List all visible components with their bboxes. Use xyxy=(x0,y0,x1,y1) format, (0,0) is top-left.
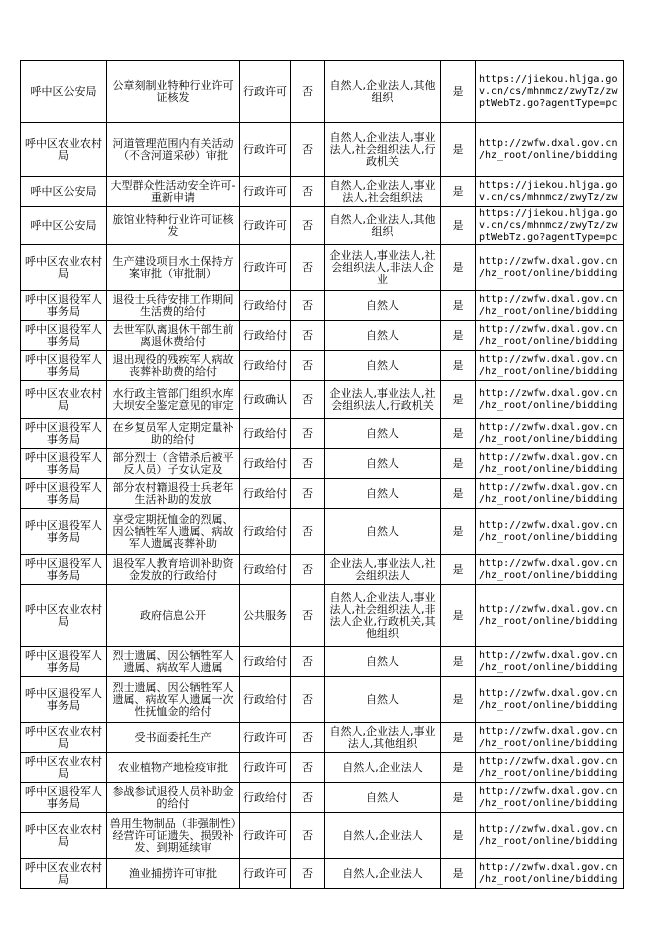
item-type-cell: 行政给付 xyxy=(240,783,291,813)
online-cell: 是 xyxy=(441,381,476,419)
subject-cell: 企业法人,事业法人,社会组织法人 xyxy=(325,555,441,585)
flag-cell: 否 xyxy=(291,207,325,245)
table-row xyxy=(21,509,624,555)
url-cell: http://zwfw.dxal.gov.cn /hz_root/online/bidding xyxy=(476,419,624,449)
subject-cell: 自然人,企业法人,事业法人,社会组织法人,非法人企业,行政机关,其他组织 xyxy=(325,585,441,647)
item-type-cell: 行政确认 xyxy=(240,381,291,419)
department-cell: 呼中区退役军人事务局 xyxy=(21,419,107,449)
table-row xyxy=(21,677,624,723)
online-cell: 是 xyxy=(441,783,476,813)
item-name-cell: 政府信息公开 xyxy=(107,585,240,647)
online-cell: 是 xyxy=(441,677,476,723)
item-name-cell: 烈士遗属、因公牺牲军人遗属、病故军人遗属一次性抚恤金的给付 xyxy=(107,677,240,723)
flag-cell: 否 xyxy=(291,177,325,207)
item-name-cell: 水行政主管部门组织水库大坝安全鉴定意见的审定 xyxy=(107,381,240,419)
table-row xyxy=(21,207,624,245)
table-row xyxy=(21,351,624,381)
item-type-cell: 行政给付 xyxy=(240,419,291,449)
subject-cell: 自然人 xyxy=(325,783,441,813)
url-cell: http://zwfw.dxal.gov.cn /hz_root/online/bidding xyxy=(476,479,624,509)
subject-cell: 自然人 xyxy=(325,321,441,351)
item-type-cell: 行政许可 xyxy=(240,859,291,889)
table-row xyxy=(21,61,624,123)
item-name-cell: 部分农村籍退役士兵老年生活补助的发放 xyxy=(107,479,240,509)
service-items-table xyxy=(20,60,624,889)
item-type-cell: 行政许可 xyxy=(240,123,291,177)
url-cell: http://zwfw.dxal.gov.cn /hz_root/online/bidding xyxy=(476,677,624,723)
table-row xyxy=(21,419,624,449)
item-type-cell: 行政给付 xyxy=(240,321,291,351)
online-cell: 是 xyxy=(441,555,476,585)
item-name-cell: 退役士兵待安排工作期间生活费的给付 xyxy=(107,291,240,321)
department-cell: 呼中区农业农村局 xyxy=(21,585,107,647)
item-name-cell: 河道管理范围内有关活动（不含河道采砂）审批 xyxy=(107,123,240,177)
table-row xyxy=(21,245,624,291)
subject-cell: 自然人 xyxy=(325,351,441,381)
item-type-cell: 行政给付 xyxy=(240,479,291,509)
url-cell: http://zwfw.dxal.gov.cn /hz_root/online/bidding xyxy=(476,585,624,647)
department-cell: 呼中区农业农村局 xyxy=(21,381,107,419)
flag-cell: 否 xyxy=(291,813,325,859)
online-cell: 是 xyxy=(441,753,476,783)
department-cell: 呼中区公安局 xyxy=(21,177,107,207)
online-cell: 是 xyxy=(441,419,476,449)
flag-cell: 否 xyxy=(291,647,325,677)
table-row xyxy=(21,647,624,677)
url-cell: https://jiekou.hljga.go v.cn/cs/mhnmcz/zwyTz/zw ptWebTz.go?agentType=pc xyxy=(476,61,624,123)
url-cell: http://zwfw.dxal.gov.cn /hz_root/online/bidding xyxy=(476,647,624,677)
flag-cell: 否 xyxy=(291,245,325,291)
subject-cell: 自然人 xyxy=(325,449,441,479)
department-cell: 呼中区退役军人事务局 xyxy=(21,509,107,555)
table-row xyxy=(21,291,624,321)
table-row xyxy=(21,449,624,479)
item-type-cell: 行政许可 xyxy=(240,813,291,859)
subject-cell: 自然人,企业法人,其他组织 xyxy=(325,61,441,123)
subject-cell: 自然人,企业法人 xyxy=(325,753,441,783)
table-row xyxy=(21,177,624,207)
item-type-cell: 行政许可 xyxy=(240,753,291,783)
flag-cell: 否 xyxy=(291,555,325,585)
flag-cell: 否 xyxy=(291,509,325,555)
table-row xyxy=(21,813,624,859)
department-cell: 呼中区退役军人事务局 xyxy=(21,647,107,677)
url-cell: https://jiekou.hljga.go v.cn/cs/mhnmcz/zwyTz/zw xyxy=(476,177,624,207)
flag-cell: 否 xyxy=(291,479,325,509)
department-cell: 呼中区农业农村局 xyxy=(21,859,107,889)
department-cell: 呼中区退役军人事务局 xyxy=(21,291,107,321)
department-cell: 呼中区退役军人事务局 xyxy=(21,555,107,585)
subject-cell: 自然人 xyxy=(325,677,441,723)
department-cell: 呼中区退役军人事务局 xyxy=(21,783,107,813)
table-row xyxy=(21,585,624,647)
online-cell: 是 xyxy=(441,449,476,479)
url-cell: http://zwfw.dxal.gov.cn /hz_root/online/bidding xyxy=(476,351,624,381)
flag-cell: 否 xyxy=(291,351,325,381)
online-cell: 是 xyxy=(441,479,476,509)
item-name-cell: 农业植物产地检疫审批 xyxy=(107,753,240,783)
flag-cell: 否 xyxy=(291,723,325,753)
item-type-cell: 行政给付 xyxy=(240,351,291,381)
url-cell: http://zwfw.dxal.gov.cn /hz_root/online/bidding xyxy=(476,291,624,321)
url-cell: http://zwfw.dxal.gov.cn /hz_root/online/bidding xyxy=(476,723,624,753)
item-type-cell: 行政给付 xyxy=(240,291,291,321)
item-name-cell: 退役军人教育培训补助资金发放的行政给付 xyxy=(107,555,240,585)
url-cell: http://zwfw.dxal.gov.cn /hz_root/online/bidding xyxy=(476,381,624,419)
subject-cell: 自然人 xyxy=(325,419,441,449)
item-name-cell: 兽用生物制品（非强制性）经营许可证遗失、损毁补发、到期延续审 xyxy=(107,813,240,859)
item-type-cell: 行政许可 xyxy=(240,177,291,207)
online-cell: 是 xyxy=(441,351,476,381)
flag-cell: 否 xyxy=(291,419,325,449)
item-type-cell: 行政许可 xyxy=(240,723,291,753)
online-cell: 是 xyxy=(441,291,476,321)
subject-cell: 企业法人,事业法人,社会组织法人,行政机关 xyxy=(325,381,441,419)
subject-cell: 企业法人,事业法人,社会组织法人,非法人企业 xyxy=(325,245,441,291)
online-cell: 是 xyxy=(441,321,476,351)
subject-cell: 自然人 xyxy=(325,647,441,677)
item-name-cell: 生产建设项目水土保持方案审批（审批制） xyxy=(107,245,240,291)
item-type-cell: 行政许可 xyxy=(240,207,291,245)
online-cell: 是 xyxy=(441,813,476,859)
online-cell: 是 xyxy=(441,207,476,245)
item-name-cell: 受书面委托生产 xyxy=(107,723,240,753)
table-row xyxy=(21,555,624,585)
department-cell: 呼中区退役军人事务局 xyxy=(21,449,107,479)
url-cell: http://zwfw.dxal.gov.cn /hz_root/online/bidding xyxy=(476,245,624,291)
url-cell: https://jiekou.hljga.go v.cn/cs/mhnmcz/zwyTz/zw ptWebTz.go?agentType=pc xyxy=(476,207,624,245)
item-name-cell: 渔业捕捞许可审批 xyxy=(107,859,240,889)
subject-cell: 自然人 xyxy=(325,291,441,321)
flag-cell: 否 xyxy=(291,585,325,647)
table-row xyxy=(21,859,624,889)
department-cell: 呼中区退役军人事务局 xyxy=(21,321,107,351)
item-name-cell: 退出现役的残疾军人病故丧葬补助费的给付 xyxy=(107,351,240,381)
department-cell: 呼中区农业农村局 xyxy=(21,723,107,753)
url-cell: http://zwfw.dxal.gov.cn /hz_root/online/bidding xyxy=(476,813,624,859)
item-type-cell: 行政许可 xyxy=(240,245,291,291)
subject-cell: 自然人,企业法人,事业法人,社会组织法人,行政机关 xyxy=(325,123,441,177)
online-cell: 是 xyxy=(441,647,476,677)
item-name-cell: 在乡复员军人定期定量补助的给付 xyxy=(107,419,240,449)
flag-cell: 否 xyxy=(291,677,325,723)
item-name-cell: 烈士遗属、因公牺牲军人遗属、病故军人遗属 xyxy=(107,647,240,677)
table-row xyxy=(21,783,624,813)
url-cell: http://zwfw.dxal.gov.cn /hz_root/online/bidding xyxy=(476,321,624,351)
subject-cell: 自然人,企业法人 xyxy=(325,859,441,889)
item-type-cell: 公共服务 xyxy=(240,585,291,647)
subject-cell: 自然人,企业法人,事业法人,社会组织法 xyxy=(325,177,441,207)
item-type-cell: 行政给付 xyxy=(240,647,291,677)
flag-cell: 否 xyxy=(291,859,325,889)
item-name-cell: 大型群众性活动安全许可-重新申请 xyxy=(107,177,240,207)
url-cell: http://zwfw.dxal.gov.cn /hz_root/online/bidding xyxy=(476,509,624,555)
table-row xyxy=(21,479,624,509)
online-cell: 是 xyxy=(441,723,476,753)
flag-cell: 否 xyxy=(291,449,325,479)
department-cell: 呼中区农业农村局 xyxy=(21,245,107,291)
item-name-cell: 去世军队离退休干部生前离退休费给付 xyxy=(107,321,240,351)
subject-cell: 自然人 xyxy=(325,509,441,555)
department-cell: 呼中区农业农村局 xyxy=(21,753,107,783)
department-cell: 呼中区退役军人事务局 xyxy=(21,351,107,381)
item-type-cell: 行政给付 xyxy=(240,509,291,555)
url-cell: http://zwfw.dxal.gov.cn /hz_root/online/bidding xyxy=(476,123,624,177)
table-row xyxy=(21,123,624,177)
online-cell: 是 xyxy=(441,177,476,207)
department-cell: 呼中区公安局 xyxy=(21,207,107,245)
table-row xyxy=(21,723,624,753)
online-cell: 是 xyxy=(441,123,476,177)
department-cell: 呼中区退役军人事务局 xyxy=(21,677,107,723)
online-cell: 是 xyxy=(441,509,476,555)
item-name-cell: 公章刻制业特种行业许可证核发 xyxy=(107,61,240,123)
flag-cell: 否 xyxy=(291,783,325,813)
flag-cell: 否 xyxy=(291,123,325,177)
department-cell: 呼中区农业农村局 xyxy=(21,813,107,859)
url-cell: http://zwfw.dxal.gov.cn /hz_root/online/bidding xyxy=(476,449,624,479)
flag-cell: 否 xyxy=(291,381,325,419)
online-cell: 是 xyxy=(441,585,476,647)
item-name-cell: 部分烈士（含错杀后被平反人员）子女认定及 xyxy=(107,449,240,479)
subject-cell: 自然人 xyxy=(325,479,441,509)
department-cell: 呼中区农业农村局 xyxy=(21,123,107,177)
table-row xyxy=(21,753,624,783)
subject-cell: 自然人,企业法人,其他组织 xyxy=(325,207,441,245)
item-name-cell: 参战参试退役人员补助金的给付 xyxy=(107,783,240,813)
item-name-cell: 享受定期抚恤金的烈属、因公牺牲军人遗属、病故军人遗属丧葬补助 xyxy=(107,509,240,555)
url-cell: http://zwfw.dxal.gov.cn /hz_root/online/bidding xyxy=(476,555,624,585)
item-type-cell: 行政许可 xyxy=(240,61,291,123)
table-row xyxy=(21,321,624,351)
flag-cell: 否 xyxy=(291,61,325,123)
online-cell: 是 xyxy=(441,61,476,123)
item-type-cell: 行政给付 xyxy=(240,449,291,479)
department-cell: 呼中区退役军人事务局 xyxy=(21,479,107,509)
flag-cell: 否 xyxy=(291,321,325,351)
department-cell: 呼中区公安局 xyxy=(21,61,107,123)
url-cell: http://zwfw.dxal.gov.cn /hz_root/online/bidding xyxy=(476,753,624,783)
subject-cell: 自然人,企业法人 xyxy=(325,813,441,859)
item-type-cell: 行政给付 xyxy=(240,677,291,723)
item-type-cell: 行政给付 xyxy=(240,555,291,585)
url-cell: http://zwfw.dxal.gov.cn /hz_root/online/bidding xyxy=(476,859,624,889)
item-name-cell: 旅馆业特种行业许可证核发 xyxy=(107,207,240,245)
flag-cell: 否 xyxy=(291,291,325,321)
spreadsheet xyxy=(20,60,624,889)
online-cell: 是 xyxy=(441,245,476,291)
url-cell: http://zwfw.dxal.gov.cn /hz_root/online/bidding xyxy=(476,783,624,813)
table-row xyxy=(21,381,624,419)
subject-cell: 自然人,企业法人,事业法人,其他组织 xyxy=(325,723,441,753)
flag-cell: 否 xyxy=(291,753,325,783)
online-cell: 是 xyxy=(441,859,476,889)
